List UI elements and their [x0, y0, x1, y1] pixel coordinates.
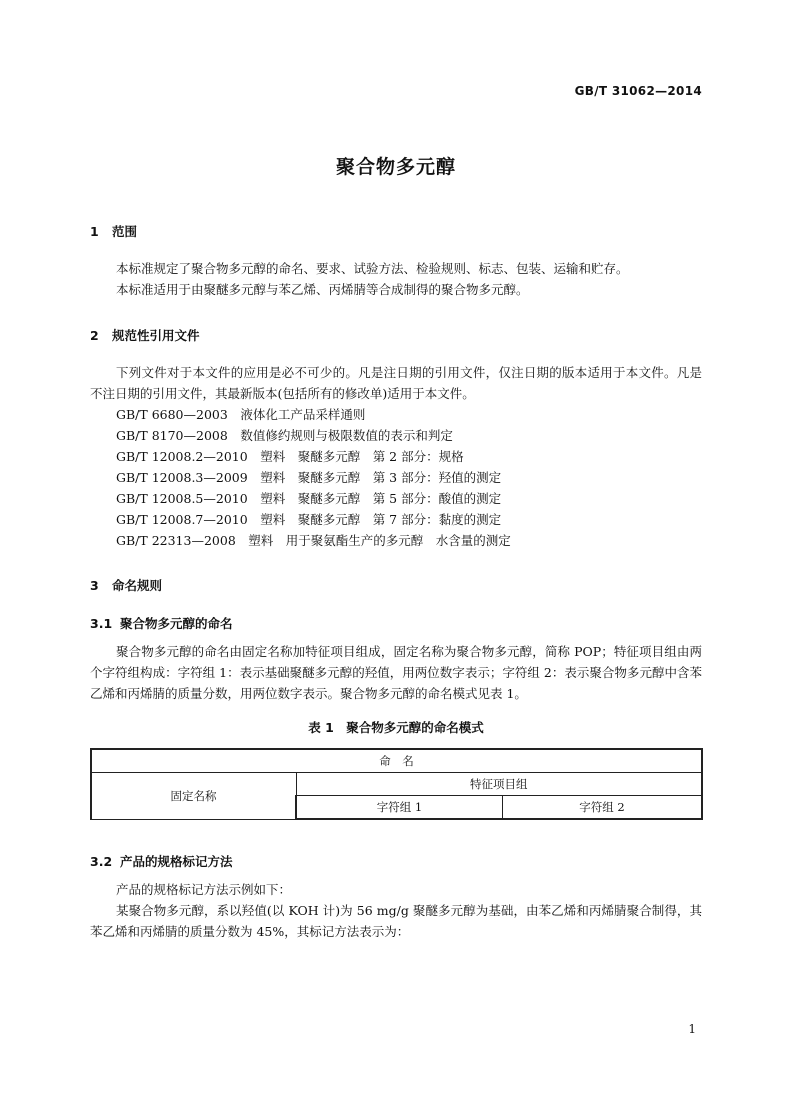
section-title: 范围 [112, 224, 138, 239]
table-cell-group-1: 字符组 1 [296, 796, 503, 820]
section-title: 命名规则 [112, 578, 163, 593]
reference-item: GB/T 6680—2003 液体化工产品采样通则 [116, 407, 366, 422]
table-cell-fixed-name: 固定名称 [91, 773, 296, 820]
subsection-title: 产品的规格标记方法 [120, 854, 233, 869]
subsection-number: 3.1 [90, 616, 113, 631]
reference-item: GB/T 8170—2008 数值修约规则与极限数值的表示和判定 [116, 428, 453, 443]
section-3-1-heading [90, 614, 233, 632]
section-1-paragraph-2: 本标准适用于由聚醚多元醇与苯乙烯、丙烯腈等合成制得的聚合物多元醇。 [116, 282, 529, 297]
page-number: 1 [688, 1022, 696, 1036]
section-3-1-paragraph: 聚合物多元醇的命名由固定名称加特征项目组成，固定名称为聚合物多元醇，简称 POP；特征项目组由两个字符组构成：字符组 1：表示基础聚醚多元醇的羟值，用两位数字表示；字符组 2：表示聚合物多元醇中含苯乙烯和丙烯腈的质量分数，用两位数字表示。聚合物多元醇的命名模式见表 1。 [90, 644, 702, 701]
subsection-number: 3.2 [90, 854, 113, 869]
table-cell-group-2: 字符组 2 [503, 796, 703, 820]
section-number: 1 [90, 224, 99, 239]
section-number: 3 [90, 578, 99, 593]
section-3-2-paragraph-2: 某聚合物多元醇，系以羟值(以 KOH 计)为 56 mg/g 聚醚多元醇为基础，由苯乙烯和丙烯腈聚合制得，其苯乙烯和丙烯腈的质量分数为 45%，其标记方法表示为： [90, 903, 702, 939]
naming-pattern-table [90, 748, 703, 820]
section-3-2-paragraph-1: 产品的规格标记方法示例如下： [116, 882, 292, 897]
table-caption: 表 1 聚合物多元醇的命名模式 [308, 720, 484, 735]
section-3-heading [90, 576, 162, 594]
reference-item: GB/T 12008.2—2010 塑料 聚醚多元醇 第 2 部分：规格 [116, 449, 464, 464]
reference-item: GB/T 12008.7—2010 塑料 聚醚多元醇 第 7 部分：黏度的测定 [116, 512, 502, 527]
section-number: 2 [90, 328, 99, 343]
section-2-intro: 下列文件对于本文件的应用是必不可少的。凡是注日期的引用文件，仅注日期的版本适用于本文件。凡是不注日期的引用文件，其最新版本(包括所有的修改单)适用于本文件。 [90, 365, 702, 401]
reference-item: GB/T 12008.3—2009 塑料 聚醚多元醇 第 3 部分：羟值的测定 [116, 470, 502, 485]
reference-item: GB/T 22313—2008 塑料 用于聚氨酯生产的多元醇 水含量的测定 [116, 533, 511, 548]
section-3-2-heading [90, 852, 233, 870]
section-1-paragraph-1: 本标准规定了聚合物多元醇的命名、要求、试验方法、检验规则、标志、包装、运输和贮存。 [116, 261, 629, 276]
table-header-naming: 命 名 [91, 749, 702, 773]
subsection-title: 聚合物多元醇的命名 [120, 616, 233, 631]
reference-item: GB/T 12008.5—2010 塑料 聚醚多元醇 第 5 部分：酸值的测定 [116, 491, 502, 506]
standard-code: GB/T 31062—2014 [574, 84, 702, 98]
document-title: 聚合物多元醇 [335, 156, 456, 178]
section-2-heading [90, 326, 200, 344]
table-cell-feature-group: 特征项目组 [296, 773, 702, 796]
section-1-heading [90, 222, 137, 240]
section-title: 规范性引用文件 [112, 328, 200, 343]
